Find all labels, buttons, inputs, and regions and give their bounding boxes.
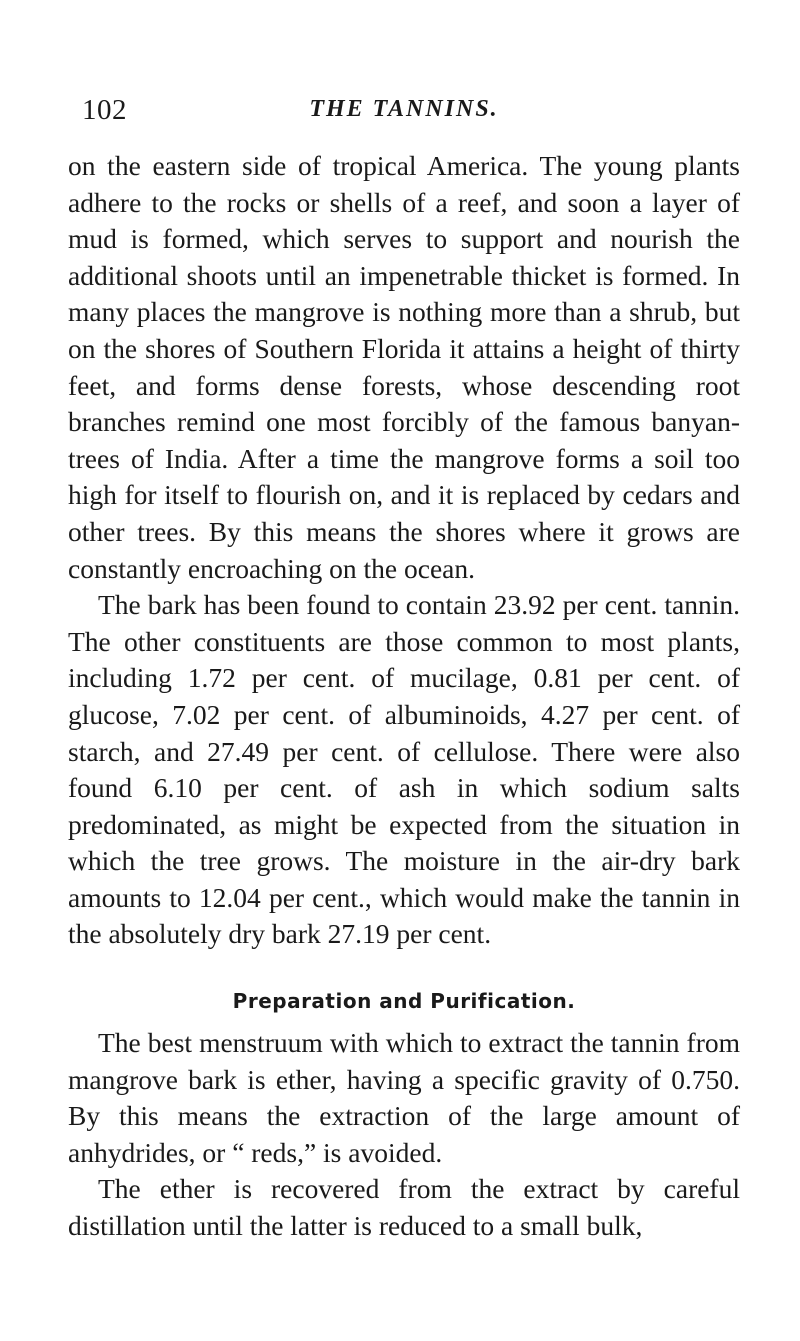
page-number: 102: [82, 94, 127, 126]
page-header: [68, 94, 740, 134]
section-heading: Preparation and Purification.: [232, 989, 576, 1014]
paragraph-mangrove-habitat: on the eastern side of tropical America. The young plants adhere to the rocks or shells of a reef, and soon a layer of mud is formed, which serves to support and nourish the additional shoots until an impenetrable thicket is formed. In many places the mangrove is nothing more than a shrub, but on the shores of Southern Florida it attains a height of thirty feet, and forms dense forests, whose descending root branches remind one most forcibly of the famous banyan-trees of India. After a time the mangrove forms a soil too high for itself to flourish on, and it is replaced by cedars and other trees. By this means the shores where it grows are constantly encroaching on the ocean.: [68, 150, 740, 584]
paragraph-bark-composition: The bark has been found to contain 23.92 per cent. tannin. The other constituents are those common to most plants, including 1.72 per cent. of mucilage, 0.81 per cent. of glucose, 7.02 per cent. of albuminoids, 4.27 per cent. of starch, and 27.49 per cent. of cellulose. There were also found 6.10 per cent. of ash in which sodium salts predominated, as might be expected from the situation in which the tree grows. The moisture in the air-dry bark amounts to 12.04 per cent., which would make the tannin in the absolutely dry bark 27.19 per cent.: [68, 589, 740, 950]
paragraph-menstruum: The best menstruum with which to extract the tannin from mangrove bark is ether, having a specific gravity of 0.750. By this means the extraction of the large amount of anhydrides, or “ reds,” is avoided.: [68, 1027, 740, 1168]
running-title: THE TANNINS.: [309, 96, 499, 122]
body-text: [68, 148, 740, 1245]
paragraph-ether-recovery: The ether is recovered from the extract by careful distillation until the latter is reduced to a small bulk,: [68, 1173, 740, 1242]
